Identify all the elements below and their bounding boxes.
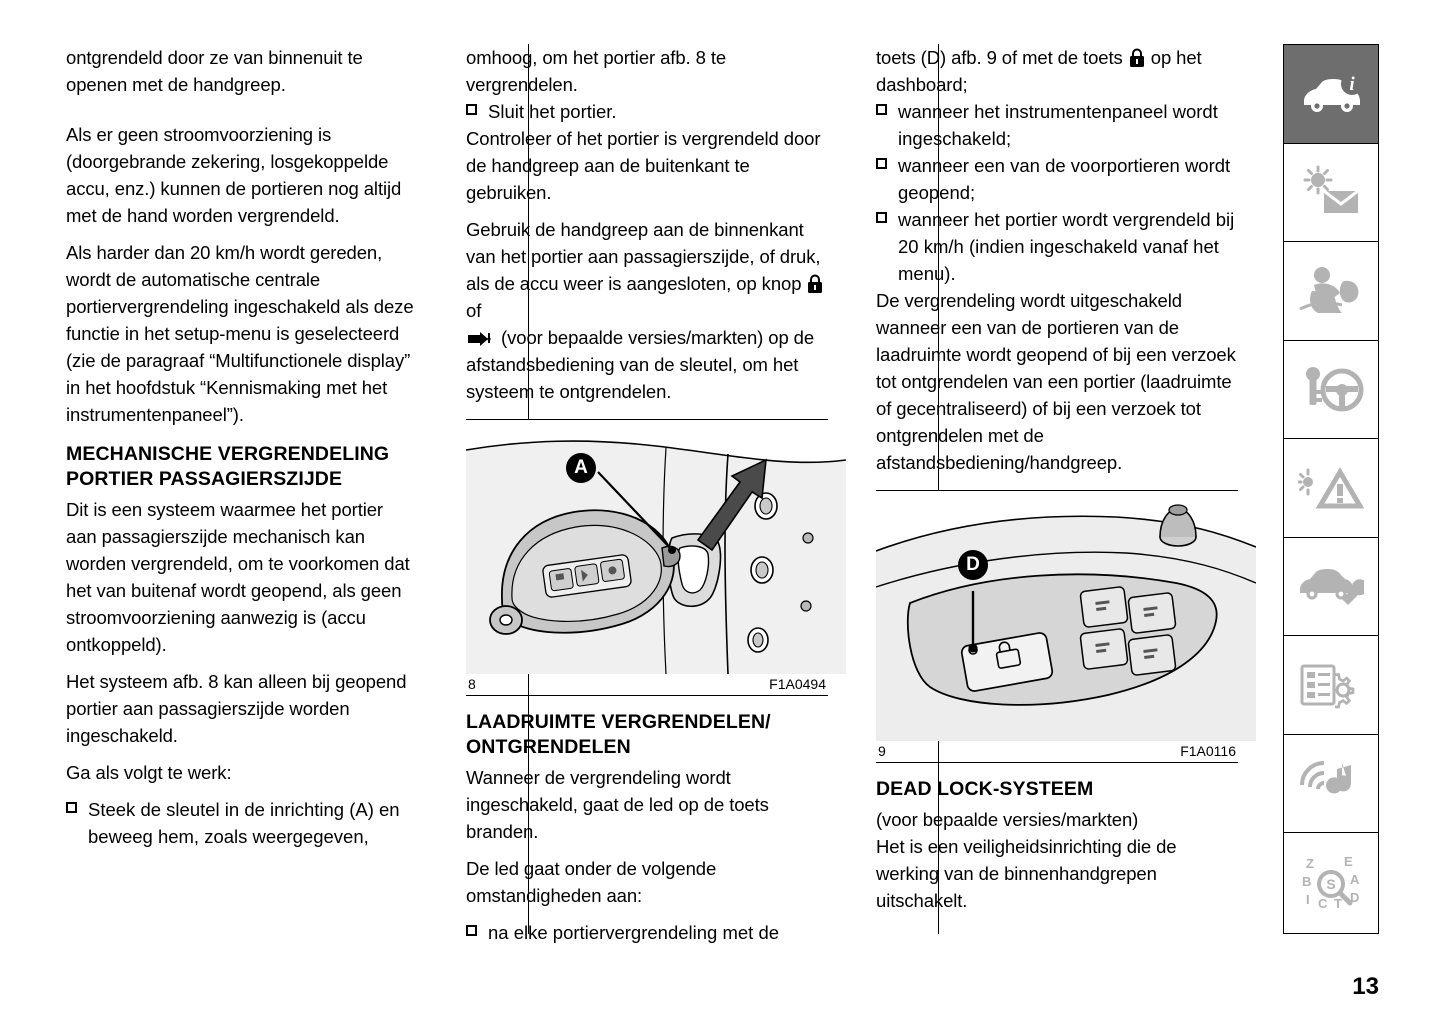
figure-8 [466, 419, 828, 696]
sidebar-item-safety[interactable] [1284, 242, 1378, 341]
chapter-icon-rail [1283, 44, 1379, 934]
square-bullet-icon [66, 802, 77, 813]
paragraph: Ga als volgt te werk: [66, 762, 232, 783]
paragraph: Wanneer de vergrendeling wordt ingeschakeld, gaat de led op de toets branden. [466, 767, 769, 842]
square-bullet-icon [466, 104, 477, 115]
svg-text:S: S [1326, 876, 1336, 893]
sidebar-item-technical-specifications[interactable] [1284, 636, 1378, 735]
lock-icon [806, 274, 824, 294]
section-heading-dead-lock: DEAD LOCK-SYSTEEM [876, 778, 1094, 800]
figure-number: 8 [468, 676, 476, 692]
svg-text:T: T [1334, 896, 1342, 911]
paragraph: Het is een veiligheidsinrichting die de werking van de binnenhandgrepen uitschakelt. [876, 836, 1177, 911]
sidebar-item-alphabetical-index[interactable] [1284, 833, 1378, 932]
square-bullet-icon [876, 158, 887, 169]
multimedia-icon [1298, 759, 1364, 807]
svg-text:B: B [1302, 874, 1312, 890]
paragraph: Controleer of het portier is vergrendeld door de handgreep aan de buitenkant te gebruiken. [466, 128, 821, 203]
figure-9 [876, 490, 1238, 763]
sidebar-item-emergency[interactable] [1284, 439, 1378, 538]
sidebar-item-starting-and-driving[interactable] [1284, 341, 1378, 440]
paragraph-text-mid: of [466, 300, 482, 321]
figure-9-artwork [876, 491, 1238, 741]
paragraph: (voor bepaalde versies/markten) [876, 809, 1139, 830]
svg-text:I: I [1306, 892, 1310, 908]
svg-text:i: i [1349, 73, 1355, 95]
list-item [876, 206, 1238, 287]
list-item-label: Sluit het portier. [488, 101, 617, 122]
dashboard-warning-lights-icon [1298, 165, 1364, 219]
list-item [466, 919, 828, 946]
svg-text:C: C [1318, 896, 1328, 911]
emergency-icon [1298, 464, 1364, 512]
sidebar-item-maintenance[interactable] [1284, 538, 1378, 637]
paragraph-with-icons [466, 216, 828, 405]
starting-and-driving-icon [1298, 364, 1364, 414]
sidebar-item-dashboard-warning-lights[interactable] [1284, 144, 1378, 243]
paragraph-text-after: op het dashboard; [876, 47, 1202, 95]
technical-specifications-icon [1298, 660, 1364, 710]
figure-code: F1A0494 [769, 676, 826, 692]
paragraph: De vergrendeling wordt uitgeschakeld wanneer een van de portieren van de laadruimte wordt geopend of bij een verzoek tot ontgrendelen van een portier (laadruimte of gecentraliseerd) of bij een verzoek tot ontgrendelen met de afstandsbediening/handgreep. [876, 290, 1236, 473]
square-bullet-icon [876, 212, 887, 223]
svg-text:D: D [1350, 890, 1360, 906]
unlock-remote-icon [466, 328, 496, 348]
paragraph: omhoog, om het portier afb. 8 te vergrendelen. [466, 47, 727, 95]
lock-icon [1128, 48, 1146, 68]
column-1 [66, 44, 436, 934]
car-info-icon [1298, 71, 1364, 117]
column-3 [876, 44, 1256, 934]
list-item-label: Steek de sleutel in de inrichting (A) en beweeg hem, zoals weergegeven, [88, 799, 400, 847]
svg-text:A: A [1350, 872, 1360, 888]
figure-8-caption [466, 674, 828, 695]
list-item-label: na elke portiervergrendeling met de [488, 922, 780, 943]
figure-8-artwork [466, 420, 828, 674]
section-heading-mechanical-lock: MECHANISCHE VERGRENDELING PORTIER PASSAGIERSZIJDE [66, 443, 390, 490]
page-number: 13 [1352, 973, 1379, 1000]
safety-airbag-icon [1298, 265, 1364, 317]
list-item [876, 152, 1238, 206]
svg-text:E: E [1344, 854, 1353, 870]
figure-number: 9 [878, 743, 886, 759]
figure-callout-D: D [958, 550, 988, 580]
list-item-label: wanneer een van de voorportieren wordt geopend; [898, 155, 1231, 203]
paragraph-text-before: Gebruik de handgreep aan de binnenkant van het portier aan passagierszijde, of druk, als de accu weer is aangesloten, op knop [466, 219, 821, 294]
paragraph: ontgrendeld door ze van binnenuit te openen met de handgreep. [66, 47, 363, 95]
list-item-label: wanneer het instrumentenpaneel wordt ingeschakeld; [898, 101, 1218, 149]
square-bullet-icon [466, 925, 477, 936]
list-item-label: wanneer het portier wordt vergrendeld bij 20 km/h (indien ingeschakeld vanaf het menu). [898, 209, 1235, 284]
sidebar-item-car-info[interactable] [1284, 45, 1378, 144]
list-item [466, 98, 828, 125]
figure-code: F1A0116 [1180, 743, 1236, 759]
paragraph: Als er geen stroomvoorziening is (doorgebrande zekering, losgekoppelde accu, enz.) kunnen de portieren nog altijd met de hand worden vergrendeld. [66, 124, 402, 226]
maintenance-icon [1298, 563, 1364, 609]
list-item [66, 796, 418, 850]
column-2 [466, 44, 846, 943]
figure-callout-A: A [566, 453, 596, 483]
alphabetical-index-icon [1298, 854, 1364, 910]
text-columns [66, 44, 1256, 943]
sidebar-item-multimedia[interactable] [1284, 735, 1378, 834]
paragraph: Het systeem afb. 8 kan alleen bij geopend portier aan passagierszijde worden ingeschakeld. [66, 671, 407, 746]
figure-9-caption [876, 741, 1238, 762]
list-item [876, 98, 1238, 152]
paragraph: De led gaat onder de volgende omstandigheden aan: [466, 858, 717, 906]
section-heading-cargo-lock: LAADRUIMTE VERGRENDELEN/ ONTGRENDELEN [466, 711, 771, 758]
paragraph-with-icons [876, 44, 1238, 98]
paragraph: Als harder dan 20 km/h wordt gereden, wordt de automatische centrale portiervergrendeling ingeschakeld als deze functie in het setup-menu is geselecteerd (zie de paragraaf “Multifunctionele display” in het hoofdstuk “Kennismaking met het instrumentenpaneel”). [66, 242, 414, 425]
paragraph-text-before: toets (D) afb. 9 of met de toets [876, 47, 1128, 68]
paragraph: Dit is een systeem waarmee het portier aan passagierszijde mechanisch kan worden vergrendeld, om te voorkomen dat het van buitenaf wordt geopend, als geen stroomvoorziening aanwezig is (accu ontkoppeld). [66, 499, 410, 655]
paragraph-text-after: (voor bepaalde versies/markten) op de afstandsbediening van de sleutel, om het systeem te ontgrendelen. [466, 327, 815, 402]
square-bullet-icon [876, 104, 887, 115]
svg-text:Z: Z [1306, 856, 1314, 872]
